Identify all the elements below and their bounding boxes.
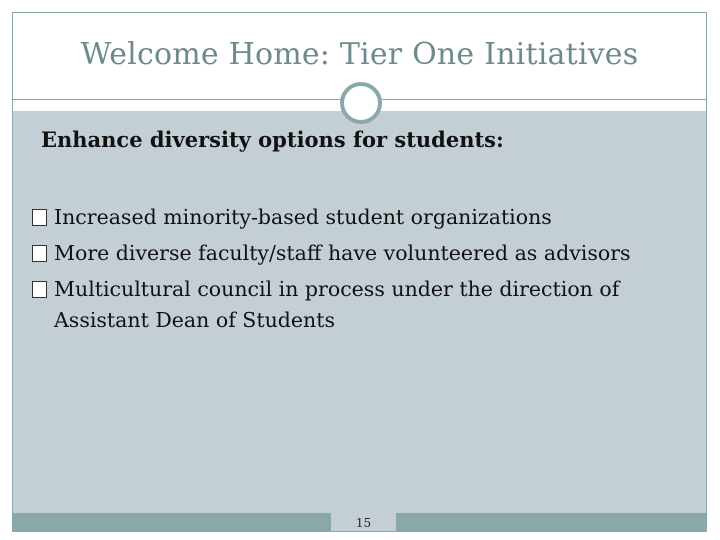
bullet-text: Increased minority-based student organizations bbox=[54, 205, 552, 229]
slide bbox=[12, 12, 707, 532]
bullet-text-continuation: Assistant Dean of Students bbox=[54, 308, 335, 332]
bullet-item bbox=[32, 199, 702, 235]
bullet-box-icon bbox=[32, 209, 47, 226]
bullet-list bbox=[32, 199, 702, 335]
bullet-text: Multicultural council in process under the direction of bbox=[54, 277, 620, 301]
slide-title: Welcome Home: Tier One Initiatives bbox=[80, 37, 639, 72]
slide-subtitle: Enhance diversity options for students: bbox=[41, 127, 504, 152]
bullet-item bbox=[32, 235, 702, 271]
bullet-box-icon bbox=[32, 245, 47, 262]
bullet-box-icon bbox=[32, 281, 47, 298]
bullet-item bbox=[32, 271, 702, 335]
page-number: 15 bbox=[355, 516, 372, 530]
divider-circle-ornament bbox=[340, 82, 382, 124]
bullet-text: More diverse faculty/staff have volunteered as advisors bbox=[54, 241, 631, 265]
